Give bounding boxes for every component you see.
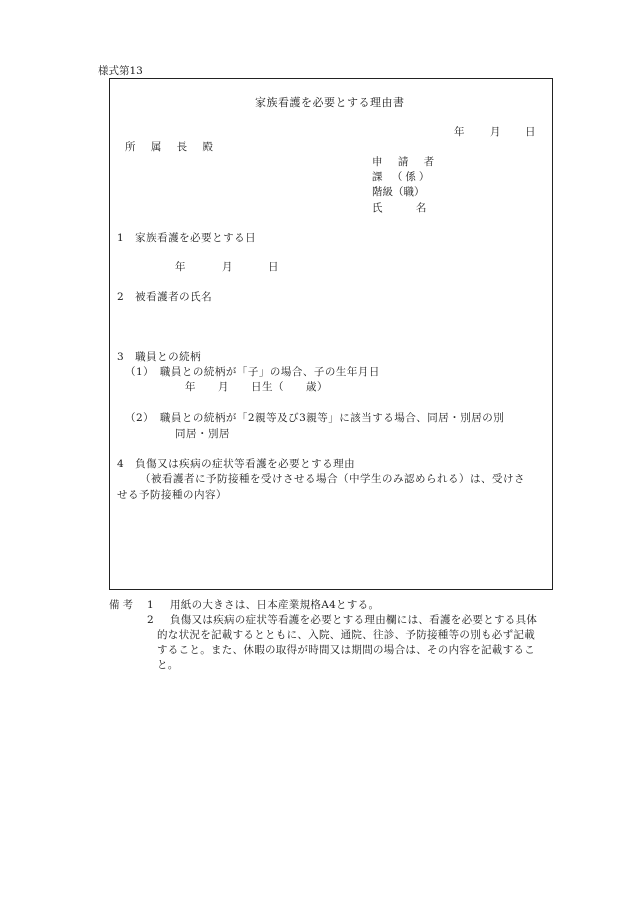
remarks-note2-line3: すること。また、休暇の取得が時間又は期間の場合は、その内容を記載するこ [157,644,535,656]
section-1-day: 日 [268,261,279,273]
remarks-note1-number: 1 [147,599,154,611]
section-1-month: 月 [222,261,233,273]
form-number: 様式第13 [98,65,143,77]
date-year: 年 [454,126,465,138]
remarks-label: 備考 [109,599,136,611]
section-3-sub1-date: 年 月 日生（ 歳） [185,381,328,393]
date-month: 月 [490,126,501,138]
section-4-heading: 4 負傷又は疾病の症状等看護を必要とする理由 [117,458,356,470]
remarks-note2-line1: 負傷又は疾病の症状等看護を必要とする理由欄には、看護を必要とする具体 [170,614,538,626]
applicant-name: 氏 名 [372,202,427,214]
addressee: 所 属 長 殿 [125,141,220,153]
document-title: 家族看護を必要とする理由書 [255,96,405,109]
applicant-rank: 階級（職） [372,186,425,198]
applicant-label: 申 請 者 [372,156,441,168]
date-day: 日 [525,126,536,138]
remarks-note2-number: 2 [147,614,154,626]
section-3-sub1: （1） 職員との続柄が「子」の場合、子の生年月日 [125,366,380,378]
remarks-note2-line2: 的な状況を記載するとともに、入院、通院、往診、予防接種等の別も必ず記載 [157,629,535,641]
section-4-note-line2: せる予防接種の内容） [117,489,227,501]
section-1-year: 年 [175,261,186,273]
remarks-note2-line4: と。 [157,659,179,671]
section-4-note-line1: （被看護者に予防接種を受けさせる場合（中学生のみ認められる）は、受けさ [140,473,525,485]
applicant-section: 課 （係） [372,171,433,183]
section-3-heading: 3 職員との続柄 [117,351,202,363]
section-1-heading: 1 家族看護を必要とする日 [117,232,257,244]
remarks-note1: 用紙の大きさは、日本産業規格A4とする。 [170,599,380,611]
section-3-sub2-value: 同居・別居 [175,428,230,440]
form-frame [109,78,553,590]
section-2-heading: 2 被看護者の氏名 [117,291,213,303]
section-3-sub2: （2） 職員との続柄が「2親等及び3親等」に該当する場合、同居・別居の別 [125,412,505,424]
